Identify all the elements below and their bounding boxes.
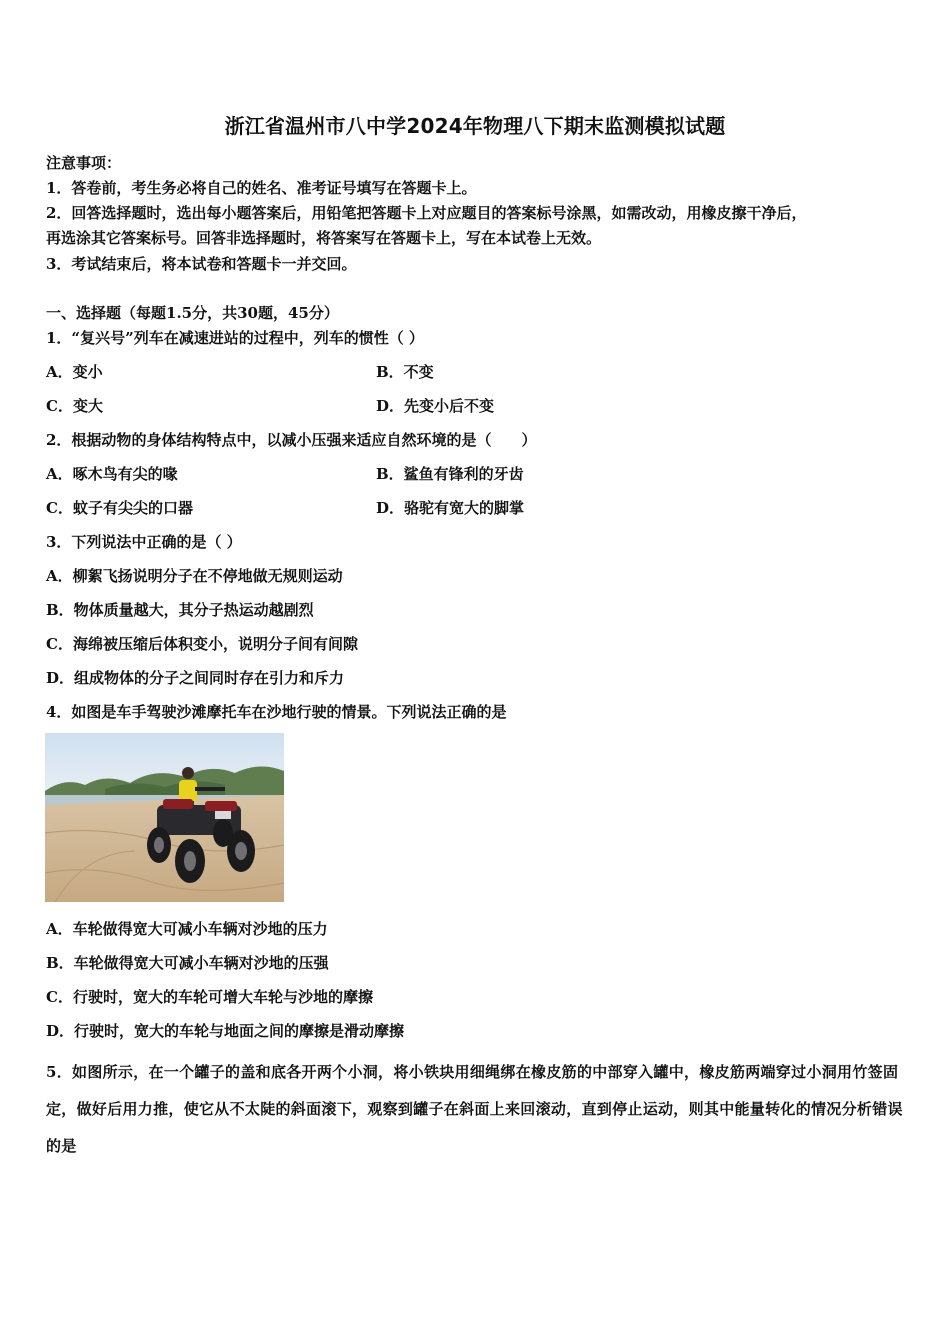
question-stem-3: 3．下列说法中正确的是（ ） xyxy=(46,533,242,551)
q3-option-c: C．海绵被压缩后体积变小，说明分子间有间隙 xyxy=(46,635,358,653)
q1-option-b: B．不变 xyxy=(376,363,434,381)
question-stem-4: 4．如图是车手驾驶沙滩摩托车在沙地行驶的情景。下列说法正确的是 xyxy=(46,703,507,721)
q2-option-d: D．骆驼有宽大的脚掌 xyxy=(376,499,525,517)
q2-option-a: A．啄木鸟有尖的喙 xyxy=(46,465,178,483)
note-item: 3．考试结束后，将本试卷和答题卡一并交回。 xyxy=(46,255,357,273)
section-heading: 一、选择题（每题1.5分，共30题，45分） xyxy=(46,304,339,322)
page-title: 浙江省温州市八中学2024年物理八下期末监测模拟试题 xyxy=(224,114,726,138)
q3-option-a: A．柳絮飞扬说明分子在不停地做无规则运动 xyxy=(46,567,343,585)
note-item: 1．答卷前，考生务必将自己的姓名、准考证号填写在答题卡上。 xyxy=(46,179,477,197)
q4-option-c: C．行驶时，宽大的车轮可增大车轮与沙地的摩擦 xyxy=(46,988,373,1006)
q3-option-d: D．组成物体的分子之间同时存在引力和斥力 xyxy=(46,669,345,687)
note-item: 2．回答选择题时，选出每小题答案后，用铅笔把答题卡上对应题目的答案标号涂黑，如需改动，用橡皮擦干净后， xyxy=(46,204,807,222)
q3-option-b: B．物体质量越大，其分子热运动越剧烈 xyxy=(46,601,314,619)
q2-option-b: B．鲨鱼有锋利的牙齿 xyxy=(376,465,524,483)
question-stem-2: 2．根据动物的身体结构特点中，以减小压强来适应自然环境的是（ ） xyxy=(46,431,537,449)
question-stem-1: 1．“复兴号”列车在减速进站的过程中，列车的惯性（ ） xyxy=(46,329,424,347)
q4-option-b: B．车轮做得宽大可减小车辆对沙地的压强 xyxy=(46,954,329,972)
q2-option-c: C．蚊子有尖尖的口器 xyxy=(46,499,193,517)
q4-option-a: A．车轮做得宽大可减小车辆对沙地的压力 xyxy=(46,920,328,938)
q1-option-c: C．变大 xyxy=(46,397,103,415)
note-item: 再选涂其它答案标号。回答非选择题时，将答案写在答题卡上，写在本试卷上无效。 xyxy=(46,229,602,247)
atv-beach-photo xyxy=(45,733,284,902)
q1-option-a: A．变小 xyxy=(46,363,103,381)
q4-option-d: D．行驶时，宽大的车轮与地面之间的摩擦是滑动摩擦 xyxy=(46,1022,405,1040)
notes-heading: 注意事项： xyxy=(46,154,122,172)
q1-option-d: D．先变小后不变 xyxy=(376,397,495,415)
question-stem-5: 5．如图所示，在一个罐子的盖和底各开两个小洞，将小铁块用细绳绑在橡皮筋的中部穿入罐中，橡皮筋两端穿过小洞用竹签固定，做好后用力推，使它从不太陡的斜面滚下，观察到罐子在斜面上来回滚动，直到停止运动，则其中能量转化的情况分析错误的是 xyxy=(46,1063,903,1155)
